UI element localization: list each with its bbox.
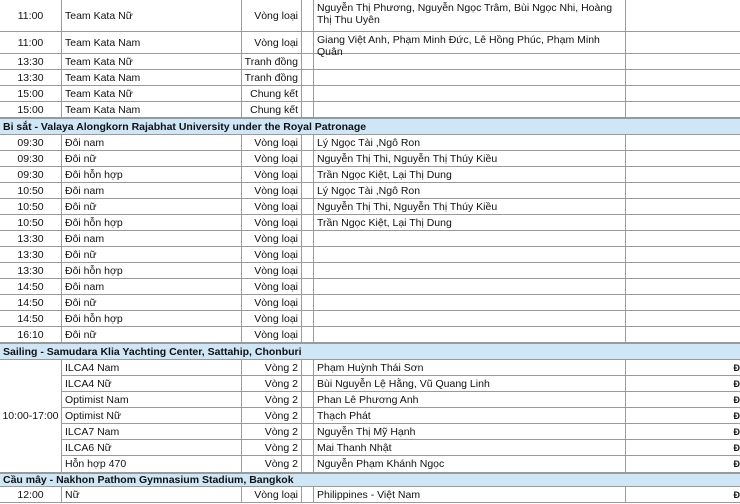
table-row [0, 167, 740, 183]
table-row [0, 424, 740, 440]
round-cell[interactable]: Vòng loại [242, 279, 302, 295]
round-cell[interactable]: Vòng 2 [242, 440, 302, 456]
event-cell[interactable]: ILCA6 Nữ [62, 440, 242, 456]
athletes-cell[interactable]: Philippines - Việt Nam [314, 487, 626, 503]
event-cell[interactable]: ILCA4 Nữ [62, 376, 242, 392]
table-row [0, 456, 740, 473]
extra-cell[interactable] [626, 360, 740, 376]
spacer-cell[interactable] [302, 70, 314, 86]
spacer-cell[interactable] [302, 54, 314, 70]
round-cell[interactable]: Vòng 2 [242, 424, 302, 440]
time-cell[interactable]: 09:30 [0, 167, 62, 183]
cut-off-text: Đ [733, 410, 740, 421]
spacer-cell[interactable] [302, 327, 314, 343]
athletes-cell[interactable]: Lý Ngọc Tài ,Ngô Ron [314, 135, 626, 151]
spacer-cell[interactable] [302, 151, 314, 167]
table-row [0, 279, 740, 295]
extra-cell[interactable] [626, 247, 740, 263]
athletes-cell[interactable] [314, 86, 626, 102]
round-cell[interactable]: Tranh đồng [242, 70, 302, 86]
cut-off-text: Đ [733, 442, 740, 453]
round-cell[interactable]: Vòng 2 [242, 408, 302, 424]
spacer-cell[interactable] [302, 487, 314, 503]
athletes-cell[interactable]: Thạch Phát [314, 408, 626, 424]
athletes-cell[interactable]: Lý Ngọc Tài ,Ngô Ron [314, 183, 626, 199]
table-row [0, 487, 740, 503]
event-cell[interactable]: ILCA7 Nam [62, 424, 242, 440]
table-row [0, 32, 740, 58]
time-cell[interactable]: 10:00-17:00 [0, 360, 62, 473]
time-cell[interactable]: 09:30 [0, 135, 62, 151]
extra-cell[interactable] [626, 215, 740, 231]
event-cell[interactable]: Hỗn hợp 470 [62, 456, 242, 473]
spacer-cell[interactable] [302, 102, 314, 118]
round-cell[interactable]: Vòng loại [242, 263, 302, 279]
spacer-cell[interactable] [302, 456, 314, 473]
spacer-cell[interactable] [302, 440, 314, 456]
spacer-cell[interactable] [302, 183, 314, 199]
extra-cell[interactable] [626, 408, 740, 424]
round-cell[interactable]: Vòng 2 [242, 456, 302, 473]
athletes-cell[interactable]: Phạm Huỳnh Thái Sơn [314, 360, 626, 376]
spacer-cell[interactable] [302, 247, 314, 263]
athletes-cell[interactable]: Nguyễn Thị Phương, Nguyễn Ngọc Trâm, Bùi Ngọc Nhi, Hoàng Thị Thu Uyên [314, 0, 626, 32]
section-title[interactable]: Cầu mây - Nakhon Pathom Gymnasium Stadium, Bangkok [0, 473, 740, 487]
athletes-cell[interactable] [314, 70, 626, 86]
event-cell[interactable]: Team Kata Nam [62, 32, 242, 54]
round-cell[interactable]: Vòng loại [242, 311, 302, 327]
spacer-cell[interactable] [302, 231, 314, 247]
athletes-cell[interactable]: Nguyễn Thị Mỹ Hạnh [314, 424, 626, 440]
athletes-cell[interactable]: Phan Lê Phương Anh [314, 392, 626, 408]
spacer-cell[interactable] [302, 376, 314, 392]
round-cell[interactable]: Chung kết [242, 86, 302, 102]
event-cell[interactable]: Đôi nam [62, 135, 242, 151]
time-cell[interactable]: 13:30 [0, 247, 62, 263]
extra-cell[interactable] [626, 183, 740, 199]
event-cell[interactable]: Đôi nữ [62, 199, 242, 215]
extra-cell[interactable] [626, 102, 740, 118]
extra-cell[interactable] [626, 263, 740, 279]
time-cell[interactable]: 13:30 [0, 263, 62, 279]
athletes-cell[interactable] [314, 102, 626, 118]
extra-cell[interactable] [626, 199, 740, 215]
extra-cell[interactable] [626, 392, 740, 408]
extra-cell[interactable] [626, 151, 740, 167]
round-cell[interactable]: Vòng loại [242, 199, 302, 215]
spacer-cell[interactable] [302, 392, 314, 408]
time-cell[interactable]: 10:50 [0, 183, 62, 199]
table-row [0, 199, 740, 215]
event-cell[interactable]: Đôi hỗn hợp [62, 311, 242, 327]
spacer-cell[interactable] [302, 135, 314, 151]
table-row [0, 215, 740, 231]
cut-off-text: Đ [733, 489, 740, 500]
extra-cell[interactable] [626, 32, 740, 54]
athletes-cell[interactable] [314, 231, 626, 247]
extra-cell[interactable] [626, 487, 740, 503]
round-cell[interactable]: Vòng loại [242, 215, 302, 231]
athletes-cell[interactable] [314, 295, 626, 311]
cut-off-text: Đ [733, 378, 740, 389]
table-row [0, 70, 740, 86]
athletes-cell[interactable]: Trần Ngọc Kiệt, Lại Thị Dung [314, 167, 626, 183]
round-cell[interactable]: Vòng 2 [242, 360, 302, 376]
spacer-cell[interactable] [302, 32, 314, 54]
spacer-cell[interactable] [302, 215, 314, 231]
table-row [0, 440, 740, 456]
extra-cell[interactable] [626, 167, 740, 183]
time-cell[interactable]: 12:00 [0, 487, 62, 503]
table-row [0, 54, 740, 70]
table-row [0, 311, 740, 327]
table-row [0, 135, 740, 151]
round-cell[interactable]: Vòng loại [242, 327, 302, 343]
time-cell[interactable]: 13:30 [0, 54, 62, 70]
athletes-cell[interactable] [314, 247, 626, 263]
table-row [0, 360, 740, 376]
athletes-cell[interactable]: Trần Ngọc Kiệt, Lại Thị Dung [314, 215, 626, 231]
time-cell[interactable]: 15:00 [0, 102, 62, 118]
spacer-cell[interactable] [302, 424, 314, 440]
time-cell[interactable]: 13:30 [0, 70, 62, 86]
spacer-cell[interactable] [302, 199, 314, 215]
table-row [0, 263, 740, 279]
extra-cell[interactable] [626, 135, 740, 151]
athletes-cell[interactable] [314, 279, 626, 295]
event-cell[interactable]: Đôi hỗn hợp [62, 215, 242, 231]
section-title[interactable]: Bi sắt - Valaya Alongkorn Rajabhat University under the Royal Patronage [0, 118, 740, 135]
extra-cell[interactable] [626, 231, 740, 247]
round-cell[interactable]: Vòng loại [242, 0, 302, 32]
event-cell[interactable]: Đôi nam [62, 279, 242, 295]
athletes-cell[interactable]: Mai Thanh Nhật [314, 440, 626, 456]
round-cell[interactable]: Vòng 2 [242, 376, 302, 392]
time-cell[interactable]: 14:50 [0, 279, 62, 295]
round-cell[interactable]: Vòng loại [242, 231, 302, 247]
event-cell[interactable]: Team Kata Nam [62, 70, 242, 86]
time-cell[interactable]: 14:50 [0, 295, 62, 311]
event-cell[interactable]: ILCA4 Nam [62, 360, 242, 376]
extra-cell[interactable] [626, 279, 740, 295]
extra-cell[interactable] [626, 311, 740, 327]
round-cell[interactable]: Chung kết [242, 102, 302, 118]
cut-off-text: Đ [733, 394, 740, 405]
spacer-cell[interactable] [302, 86, 314, 102]
table-row [0, 376, 740, 392]
spacer-cell[interactable] [302, 279, 314, 295]
spacer-cell[interactable] [302, 311, 314, 327]
round-cell[interactable]: Vòng loại [242, 247, 302, 263]
event-cell[interactable]: Team Kata Nam [62, 102, 242, 118]
extra-cell[interactable] [626, 54, 740, 70]
event-cell[interactable]: Đôi nam [62, 183, 242, 199]
event-cell[interactable]: Đôi nữ [62, 327, 242, 343]
athletes-cell[interactable] [314, 311, 626, 327]
table-row [0, 408, 740, 424]
table-row [0, 231, 740, 247]
spacer-cell[interactable] [302, 360, 314, 376]
section-header [0, 473, 740, 487]
event-cell[interactable]: Optimist Nam [62, 392, 242, 408]
table-row [0, 327, 740, 343]
round-cell[interactable]: Vòng loại [242, 167, 302, 183]
athletes-cell[interactable]: Nguyễn Phạm Khánh Ngọc [314, 456, 626, 473]
round-cell[interactable]: Tranh đồng [242, 54, 302, 70]
time-cell[interactable]: 15:00 [0, 86, 62, 102]
extra-cell[interactable] [626, 295, 740, 311]
athletes-cell[interactable] [314, 54, 626, 70]
table-row [0, 247, 740, 263]
extra-cell[interactable] [626, 440, 740, 456]
round-cell[interactable]: Vòng loại [242, 183, 302, 199]
event-cell[interactable]: Đôi nam [62, 231, 242, 247]
round-cell[interactable]: Vòng 2 [242, 392, 302, 408]
event-cell[interactable]: Đôi nữ [62, 151, 242, 167]
time-cell[interactable]: 14:50 [0, 311, 62, 327]
event-cell[interactable]: Đôi hỗn hợp [62, 167, 242, 183]
event-cell[interactable]: Team Kata Nữ [62, 0, 242, 32]
extra-cell[interactable] [626, 327, 740, 343]
event-cell[interactable]: Đôi nữ [62, 247, 242, 263]
athletes-cell[interactable] [314, 263, 626, 279]
table-row [0, 183, 740, 199]
table-row [0, 0, 740, 32]
extra-cell[interactable] [626, 456, 740, 473]
table-row [0, 295, 740, 311]
section-header [0, 343, 740, 360]
extra-cell[interactable] [626, 0, 740, 32]
event-cell[interactable]: Optimist Nữ [62, 408, 242, 424]
table-row [0, 151, 740, 167]
event-cell[interactable]: Team Kata Nữ [62, 54, 242, 70]
time-cell[interactable]: 11:00 [0, 32, 62, 54]
spacer-cell[interactable] [302, 263, 314, 279]
event-cell[interactable]: Nữ [62, 487, 242, 503]
athletes-cell[interactable]: Nguyễn Thị Thi, Nguyễn Thị Thúy Kiều [314, 199, 626, 215]
time-cell[interactable]: 09:30 [0, 151, 62, 167]
section-title[interactable]: Sailing - Samudara Klia Yachting Center, Sattahip, Chonburi [0, 343, 740, 360]
round-cell[interactable]: Vòng loại [242, 151, 302, 167]
round-cell[interactable]: Vòng loại [242, 487, 302, 503]
extra-cell[interactable] [626, 424, 740, 440]
time-cell[interactable]: 16:10 [0, 327, 62, 343]
spacer-cell[interactable] [302, 0, 314, 32]
table-row [0, 86, 740, 102]
table-row [0, 392, 740, 408]
athletes-cell[interactable]: Giang Việt Anh, Phạm Minh Đức, Lê Hồng Phúc, Phạm Minh Quân [314, 32, 626, 54]
cut-off-text: Đ [733, 426, 740, 437]
athletes-cell[interactable]: Nguyễn Thị Thi, Nguyễn Thị Thúy Kiều [314, 151, 626, 167]
extra-cell[interactable] [626, 70, 740, 86]
time-cell[interactable]: 10:50 [0, 215, 62, 231]
spacer-cell[interactable] [302, 295, 314, 311]
spacer-cell[interactable] [302, 167, 314, 183]
event-cell[interactable]: Đôi nữ [62, 295, 242, 311]
table-row [0, 102, 740, 118]
extra-cell[interactable] [626, 376, 740, 392]
round-cell[interactable]: Vòng loại [242, 135, 302, 151]
athletes-cell[interactable]: Bùi Nguyễn Lệ Hằng, Vũ Quang Linh [314, 376, 626, 392]
cut-off-text: Đ [733, 459, 740, 469]
section-header [0, 118, 740, 135]
round-cell[interactable]: Vòng loại [242, 32, 302, 54]
cut-off-text: Đ [733, 362, 740, 373]
round-cell[interactable]: Vòng loại [242, 295, 302, 311]
time-cell[interactable]: 10:50 [0, 199, 62, 215]
time-cell[interactable]: 11:00 [0, 0, 62, 32]
spacer-cell[interactable] [302, 408, 314, 424]
event-cell[interactable]: Team Kata Nữ [62, 86, 242, 102]
time-cell[interactable]: 13:30 [0, 231, 62, 247]
extra-cell[interactable] [626, 86, 740, 102]
event-cell[interactable]: Đôi hỗn hợp [62, 263, 242, 279]
athletes-cell[interactable] [314, 327, 626, 343]
